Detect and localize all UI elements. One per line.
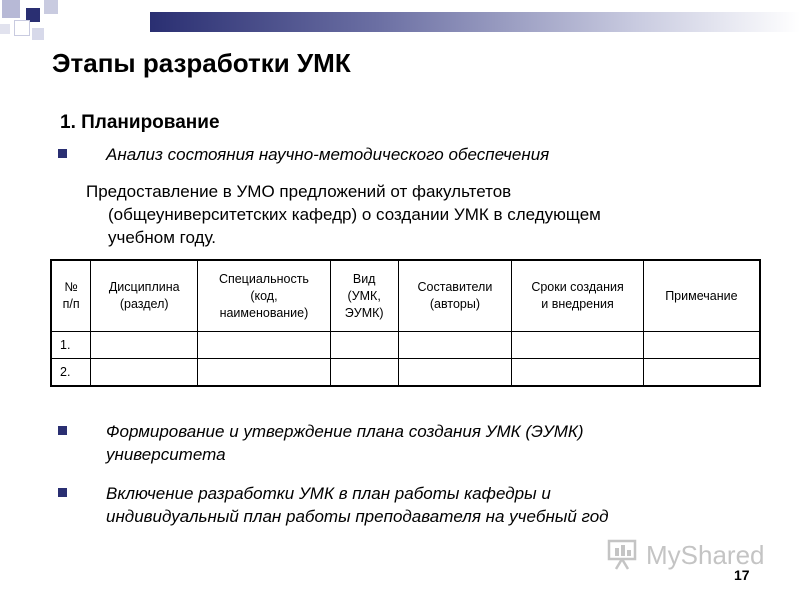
watermark-text: MyShared <box>646 540 765 570</box>
bullet-square-icon <box>58 149 67 158</box>
section-heading: 1. Планирование <box>60 112 220 133</box>
table-cell <box>330 359 398 387</box>
page-number: 17 <box>734 567 750 583</box>
bullet-square-icon <box>58 426 67 435</box>
bullet-item <box>58 143 550 164</box>
plan-table <box>50 259 761 387</box>
table-cell <box>398 332 512 359</box>
table-cell <box>91 359 198 387</box>
table-cell <box>398 359 512 387</box>
table-cell <box>512 332 643 359</box>
table-header-cell: Специальность (код, наименование) <box>198 260 331 332</box>
table-header-row <box>51 260 760 332</box>
table-cell: 1. <box>51 332 91 359</box>
table-header-cell: Вид (УМК, ЭУМК) <box>330 260 398 332</box>
decor-square <box>44 0 58 14</box>
table-row <box>51 359 760 387</box>
header-gradient-bar <box>150 12 800 32</box>
table-cell <box>643 359 760 387</box>
table-cell <box>198 359 331 387</box>
paragraph-line: Предоставление в УМО предложений от факультетов <box>86 182 512 201</box>
paragraph <box>86 180 726 249</box>
table-cell <box>330 332 398 359</box>
table-cell <box>643 332 760 359</box>
table-cell: 2. <box>51 359 91 387</box>
decor-square <box>14 20 30 36</box>
paragraph-line: учебном году. <box>108 228 216 247</box>
slide-title: Этапы разработки УМК <box>52 48 351 78</box>
table-header-cell: Дисциплина (раздел) <box>91 260 198 332</box>
table-row <box>51 332 760 359</box>
table-cell <box>512 359 643 387</box>
table-header-cell: Примечание <box>643 260 760 332</box>
header-decoration <box>0 0 800 44</box>
bullet-item <box>58 420 584 464</box>
decor-square <box>0 24 10 34</box>
bullet-text: Включение разработки УМК в план работы кафедры и индивидуальный план работы преподавателя на учебный год <box>106 484 609 526</box>
table-header-cell: № п/п <box>51 260 91 332</box>
decor-square <box>2 0 20 18</box>
table-header-cell: Сроки создания и внедрения <box>512 260 643 332</box>
bullet-item <box>58 482 609 526</box>
paragraph-line: (общеуниверситетских кафедр) о создании УМК в следующем <box>108 205 601 224</box>
bullet-text: Анализ состояния научно-методического обеспечения <box>106 145 550 164</box>
bullet-square-icon <box>58 488 67 497</box>
table-cell <box>198 332 331 359</box>
table-cell <box>91 332 198 359</box>
bullet-text: Формирование и утверждение плана создания УМК (ЭУМК) университета <box>106 422 584 464</box>
table-header-cell: Составители (авторы) <box>398 260 512 332</box>
decor-square <box>32 28 44 40</box>
presentation-board-icon <box>606 536 640 570</box>
